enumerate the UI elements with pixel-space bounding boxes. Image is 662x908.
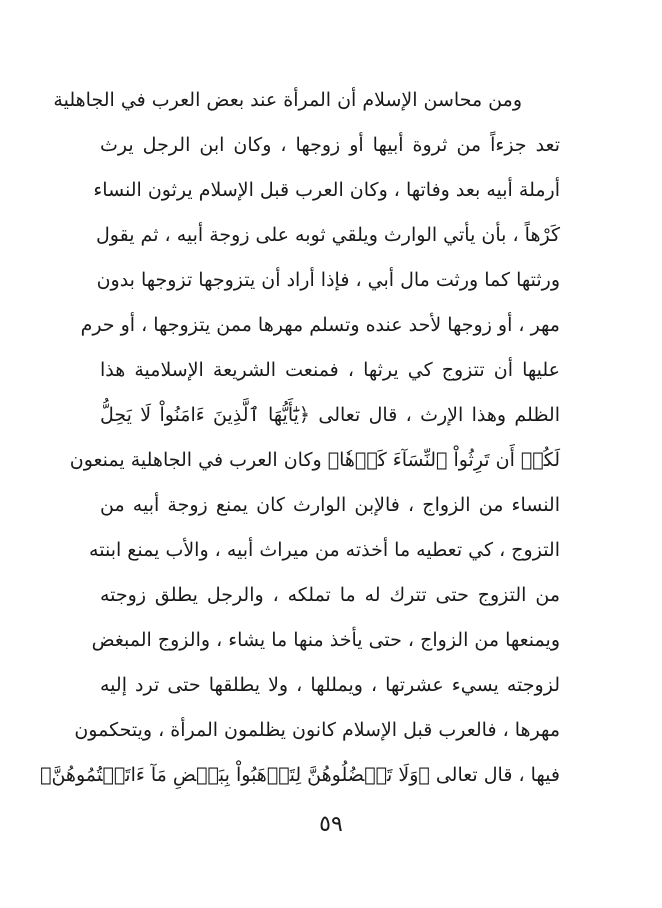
quran-verse-line: لَكُمۡ أَن تَرِثُواْ ٱلنِّسَآءَ كَرۡهٗا﴾ وكان العرب في الجاهلية يمنعون bbox=[69, 449, 560, 471]
body-paragraph bbox=[40, 78, 560, 798]
text-line: ويمنعها من الزواج ، حتى يأخذ منها ما يشاء ، والزوج المبغض bbox=[91, 629, 560, 651]
quran-verse-line: الظلم وهذا الإرث ، قال تعالى ﴿يَٰٓأَيُّهَا ٱلَّذِينَ ءَامَنُواْ لَا يَحِلُّ bbox=[100, 404, 560, 426]
text-line: ومن محاسن الإسلام أن المرأة عند بعض العرب في الجاهلية bbox=[53, 89, 522, 111]
text-line: تعد جزءاً من ثروة أبيها أو زوجها ، وكان ابن الرجل يرث bbox=[100, 134, 560, 156]
text-line: من التزوج حتى تترك له ما تملكه ، والرجل يطلق زوجته bbox=[100, 584, 560, 606]
page-number: ٥٩ bbox=[319, 812, 343, 837]
text-line: لزوجته يسيء عشرتها ، ويمللها ، ولا يطلقها حتى ترد إليه bbox=[100, 674, 560, 696]
text-line: مهرها ، فالعرب قبل الإسلام كانون يظلمون المرأة ، ويتحكمون bbox=[74, 719, 560, 741]
text-line: النساء من الزواج ، فالإبن الوارث كان يمنع زوجة أبيه من bbox=[100, 494, 560, 516]
text-line: عليها أن تتزوج كي يرثها ، فمنعت الشريعة الإسلامية هذا bbox=[100, 359, 560, 381]
quran-verse-line: فيها ، قال تعالى ﴿وَلَا تَعۡضُلُوهُنَّ لِتَذۡهَبُواْ بِبَعۡضِ مَآ ءَاتَيۡتُمُوهُنَّ﴾ bbox=[40, 764, 560, 786]
text-line: ورثتها كما ورثت مال أبي ، فإذا أراد أن يتزوجها تزوجها بدون bbox=[96, 269, 560, 291]
text-line: مهر ، أو زوجها لأحد عنده وتسلم مهرها ممن يتزوجها ، أو حرم bbox=[80, 314, 560, 336]
text-line: التزوج ، كي تعطيه ما أخذته من ميراث أبيه ، والأب يمنع ابنته bbox=[89, 539, 560, 561]
text-line: أرملة أبيه بعد وفاتها ، وكان العرب قبل الإسلام يرثون النساء bbox=[93, 179, 560, 201]
text-line: كَرْهاً ، بأن يأتي الوارث ويلقي ثوبه على زوجة أبيه ، ثم يقول bbox=[96, 224, 560, 246]
